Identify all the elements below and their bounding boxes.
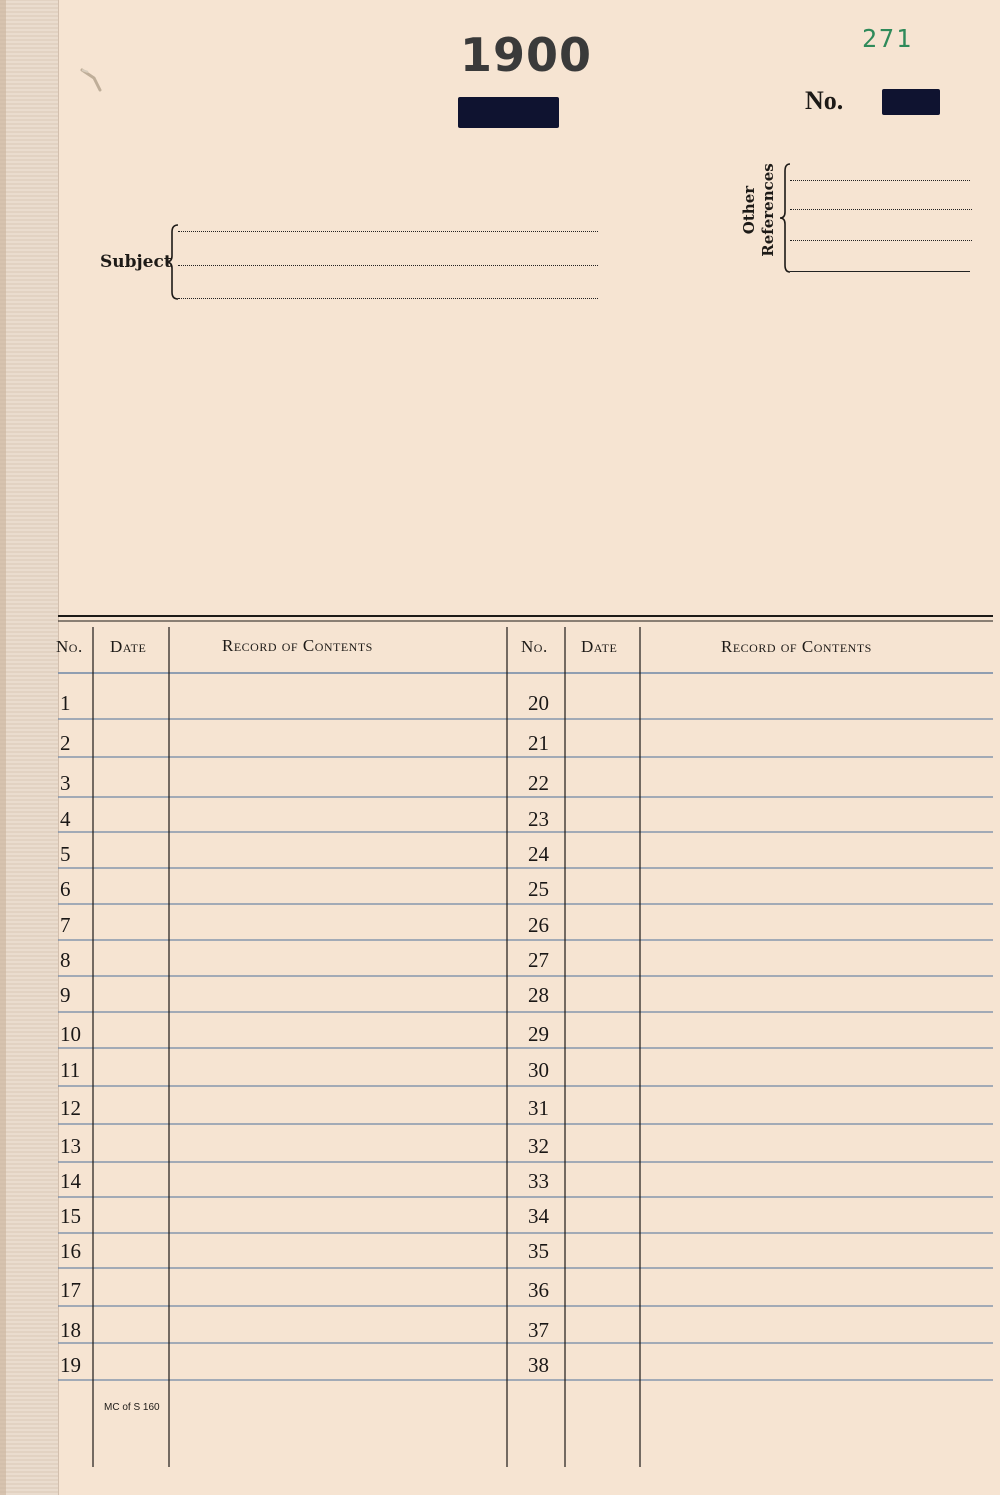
row-number-right: 38 [528,1353,549,1377]
col-header-date-right: Date [581,637,618,656]
row-number-right: 26 [528,913,549,937]
row-number-right: 36 [528,1278,549,1302]
row-number-left: 17 [60,1278,81,1302]
col-header-no-right: No. [521,637,548,656]
col-header-record-left: Record of Contents [222,636,373,655]
row-number-left: 11 [60,1058,81,1082]
row-number-left: 16 [60,1239,81,1263]
row-number-right: 29 [528,1022,549,1046]
col-header-record-right: Record of Contents [721,637,872,656]
col-header-date-left: Date [110,637,147,656]
row-number-right: 31 [528,1096,549,1120]
row-number-right: 24 [528,842,549,866]
row-number-right: 21 [528,731,549,755]
row-number-right: 22 [528,771,549,795]
number-label: No. [805,86,844,115]
row-number-right: 32 [528,1134,549,1158]
row-number-right: 25 [528,877,549,901]
row-number-left: 15 [60,1204,81,1228]
row-number-left: 6 [60,877,71,901]
row-number-right: 33 [528,1169,549,1193]
row-number-left: 3 [60,771,71,795]
row-number-left: 19 [60,1353,81,1377]
row-number-left: 7 [60,913,71,937]
row-number-right: 34 [528,1204,549,1228]
row-number-right: 35 [528,1239,549,1263]
row-number-left: 9 [60,983,71,1007]
form-code: MC of S 160 [104,1402,160,1413]
row-number-right: 23 [528,807,549,831]
row-number-right: 20 [528,691,549,715]
col-header-no-left: No. [56,637,83,656]
row-number-left: 8 [60,948,71,972]
year-stamp: 1900 [460,28,593,82]
row-number-left: 14 [60,1169,81,1193]
row-number-left: 18 [60,1318,81,1342]
other-references-line1: Other [740,185,758,235]
row-number-left: 4 [60,807,71,831]
row-number-left: 2 [60,731,71,755]
row-number-left: 10 [60,1022,81,1046]
row-number-left: 12 [60,1096,81,1120]
other-references-line2: References [759,163,777,257]
row-number-left: 1 [60,691,71,715]
row-number-left: 13 [60,1134,81,1158]
row-number-left: 5 [60,842,71,866]
subject-label: Subject [100,252,172,272]
row-number-right: 28 [528,983,549,1007]
row-number-right: 37 [528,1318,549,1342]
row-number-right: 27 [528,948,549,972]
row-number-right: 30 [528,1058,549,1082]
file-stamp-number: 271 [862,24,914,53]
